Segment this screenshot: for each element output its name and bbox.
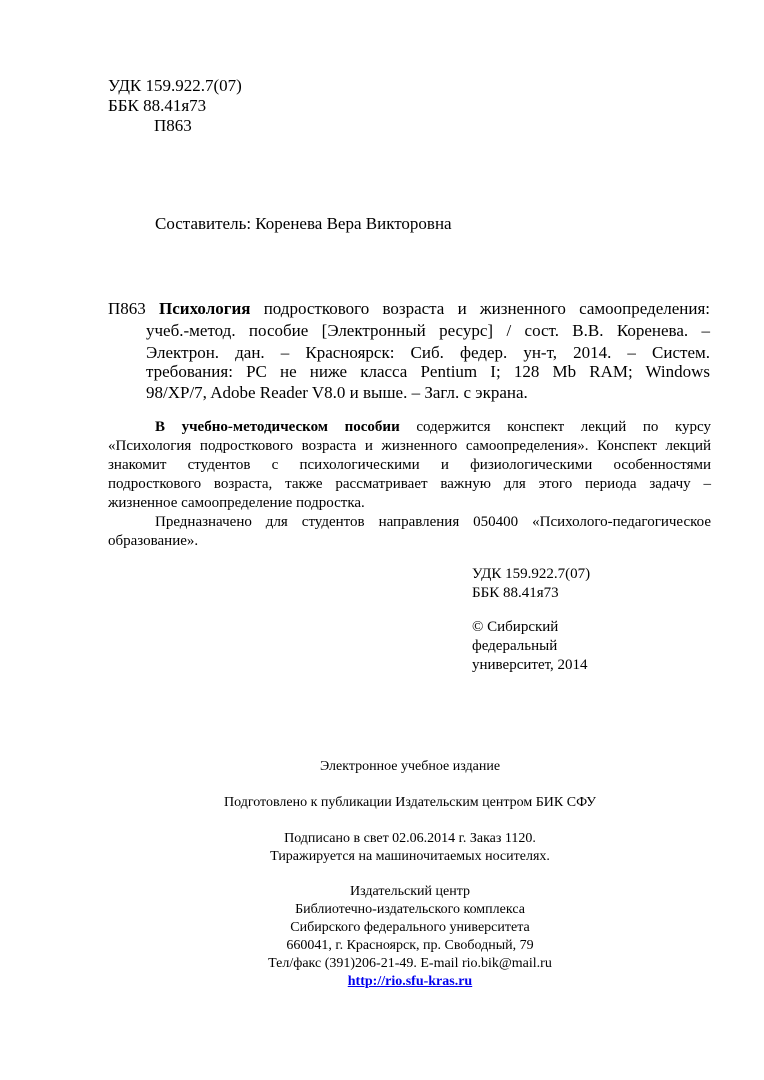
publisher-line-1: Издательский центр <box>349 884 471 899</box>
copyright-line-1: © Сибирский <box>472 619 559 635</box>
copyright-line-2: федеральный <box>472 638 558 654</box>
right-bbk: ББК 88.41я73 <box>472 585 559 601</box>
purpose-line-1: Предназначено для студентов направления 050400 «Психолого-педагогическое <box>155 514 711 530</box>
udk-code: УДК 159.922.7(07) <box>108 76 242 95</box>
right-udk: УДК 159.922.7(07) <box>472 566 591 582</box>
publisher-address: 660041, г. Красноярск, пр. Свободный, 79 <box>286 938 534 953</box>
citation-line-5: 98/XP/7, Adobe Reader V8.0 и выше. – Загл. с экрана. <box>146 383 528 402</box>
citation-line-2: учеб.-метод. пособие [Электронный ресурс] / сост. В.В. Коренева. – <box>146 321 710 340</box>
publisher-line-3: Сибирского федерального университета <box>290 920 530 935</box>
publisher-link-row <box>0 973 764 992</box>
replicated-line: Тиражируется на машиночитаемых носителях. <box>270 849 550 864</box>
citation-title: Психология <box>159 299 251 318</box>
abstract-line-3: знакомит студентов с психологическими и физиологическими особенностями <box>108 457 711 473</box>
signed-line: Подписано в свет 02.06.2014 г. Заказ 1120. <box>284 831 536 846</box>
abstract-line-2: «Психология подросткового возраста и жизненного самоопределения». Конспект лекций <box>108 438 711 454</box>
copyright-line-3: университет, 2014 <box>472 657 588 673</box>
publisher-website-link[interactable]: http://rio.sfu-kras.ru <box>347 974 473 989</box>
abstract-line-1-rest: содержится конспект лекций по курсу <box>416 419 711 435</box>
author-mark: П863 <box>154 116 192 135</box>
citation-line-4: требования: PC не ниже класса Pentium I; 128 Mb RAM; Windows <box>146 362 710 381</box>
edition-type: Электронное учебное издание <box>319 759 501 774</box>
citation-line-1-rest: подросткового возраста и жизненного самоопределения: <box>263 299 711 318</box>
purpose-line-2: образование». <box>108 533 199 549</box>
abstract-line-4: подросткового возраста, также рассматривает важную для этого периода задачу – <box>108 476 711 492</box>
publisher-line-2: Библиотечно-издательского комплекса <box>295 902 525 917</box>
citation-code: П863 <box>108 299 146 318</box>
abstract-line-1 <box>155 418 711 437</box>
abstract-bold-lead: В учебно-методическом пособии <box>155 419 400 435</box>
citation-line-1 <box>108 299 710 319</box>
bbk-code: ББК 88.41я73 <box>108 96 207 115</box>
prepared-line: Подготовлено к публикации Издательским центром БИК СФУ <box>224 795 596 810</box>
abstract-line-5: жизненное самоопределение подростка. <box>108 495 365 511</box>
publisher-contacts: Тел/факс (391)206-21-49. E-mail rio.bik@mail.ru <box>268 956 552 971</box>
compiler-line: Составитель: Коренева Вера Викторовна <box>155 214 452 233</box>
citation-line-3: Электрон. дан. – Красноярск: Сиб. федер. ун-т, 2014. – Систем. <box>146 343 710 362</box>
